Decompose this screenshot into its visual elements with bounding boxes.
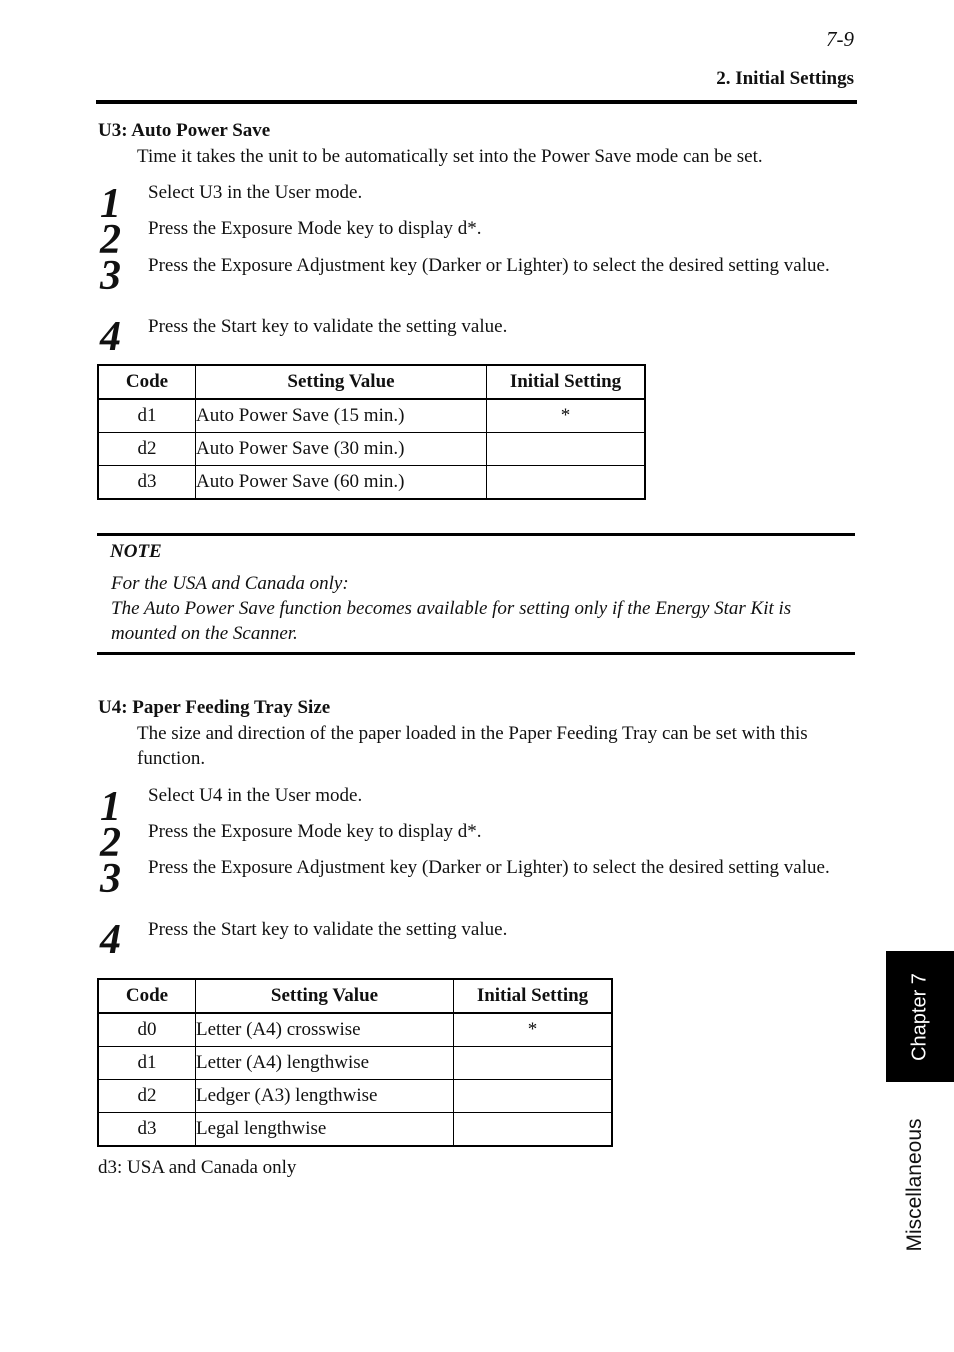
u3-step-text: Press the Exposure Adjustment key (Darker or Lighter) to select the desired setting value.	[148, 255, 830, 276]
initial-setting-cell	[454, 1113, 613, 1147]
initial-setting-cell	[454, 1080, 613, 1113]
note-top-rule	[97, 533, 855, 536]
table-header-row	[98, 979, 612, 1013]
code-cell: d3	[98, 466, 196, 500]
code-cell: d2	[98, 1080, 196, 1113]
table-row	[98, 466, 645, 500]
section-heading: 2. Initial Settings	[716, 68, 854, 89]
u3-step-number: 1	[100, 181, 121, 227]
setting-value-cell: Legal lengthwise	[196, 1113, 454, 1147]
table-row	[98, 1013, 612, 1047]
table-row	[98, 399, 645, 433]
column-header: Code	[98, 979, 196, 1013]
column-header: Setting Value	[196, 979, 454, 1013]
code-cell: d0	[98, 1013, 196, 1047]
u3-settings-table	[97, 364, 646, 500]
u3-step-text: Press the Start key to validate the setting value.	[148, 316, 508, 337]
u3-step-text: Select U3 in the User mode.	[148, 182, 363, 203]
setting-value-cell: Auto Power Save (60 min.)	[196, 466, 487, 500]
u3-step-text: Press the Exposure Mode key to display d*.	[148, 218, 482, 239]
u4-footnote: d3: USA and Canada only	[98, 1157, 297, 1178]
u4-step-text: Press the Start key to validate the setting value.	[148, 919, 508, 940]
column-header: Setting Value	[196, 365, 487, 399]
note-line: The Auto Power Save function becomes available for setting only if the Energy Star Kit is mounted on the Scanner.	[111, 598, 792, 644]
u4-step-number: 4	[100, 917, 121, 963]
note-line: For the USA and Canada only:	[111, 573, 349, 594]
u4-step-number: 1	[100, 784, 121, 830]
setting-value-cell: Letter (A4) lengthwise	[196, 1047, 454, 1080]
note-label: NOTE	[110, 541, 162, 562]
code-cell: d2	[98, 433, 196, 466]
setting-value-cell: Ledger (A3) lengthwise	[196, 1080, 454, 1113]
u4-step-number: 2	[100, 820, 121, 866]
initial-setting-cell	[487, 466, 646, 500]
side-section-label: Miscellaneous	[903, 1118, 926, 1252]
u4-step-number: 3	[100, 856, 121, 902]
u3-description: Time it takes the unit to be automatically set into the Power Save mode can be set.	[137, 146, 763, 167]
u3-step-number: 2	[100, 217, 121, 263]
chapter-tab	[886, 951, 954, 1082]
table-row	[98, 1047, 612, 1080]
u4-description: The size and direction of the paper loaded in the Paper Feeding Tray can be set with this function.	[137, 723, 808, 769]
column-header: Code	[98, 365, 196, 399]
u3-title: U3: Auto Power Save	[98, 120, 271, 141]
u4-step-text: Press the Exposure Adjustment key (Darker or Lighter) to select the desired setting value.	[148, 857, 830, 878]
page-number: 7-9	[826, 27, 854, 51]
initial-setting-cell: *	[487, 399, 646, 433]
initial-setting-cell: *	[454, 1013, 613, 1047]
chapter-tab-label: Chapter 7	[908, 972, 931, 1061]
table-row	[98, 1113, 612, 1147]
code-cell: d3	[98, 1113, 196, 1147]
column-header: Initial Setting	[454, 979, 613, 1013]
setting-value-cell: Auto Power Save (15 min.)	[196, 399, 487, 433]
u3-step-number: 3	[100, 253, 121, 299]
table-header-row	[98, 365, 645, 399]
setting-value-cell: Auto Power Save (30 min.)	[196, 433, 487, 466]
u4-title: U4: Paper Feeding Tray Size	[98, 697, 331, 718]
table-row	[98, 433, 645, 466]
note-bottom-rule	[97, 652, 855, 655]
initial-setting-cell	[487, 433, 646, 466]
code-cell: d1	[98, 1047, 196, 1080]
u4-settings-table	[97, 978, 613, 1147]
initial-setting-cell	[454, 1047, 613, 1080]
u4-step-text: Select U4 in the User mode.	[148, 785, 363, 806]
code-cell: d1	[98, 399, 196, 433]
column-header: Initial Setting	[487, 365, 646, 399]
u3-step-number: 4	[100, 314, 121, 360]
header-rule	[96, 100, 857, 104]
u4-step-text: Press the Exposure Mode key to display d*.	[148, 821, 482, 842]
table-row	[98, 1080, 612, 1113]
setting-value-cell: Letter (A4) crosswise	[196, 1013, 454, 1047]
